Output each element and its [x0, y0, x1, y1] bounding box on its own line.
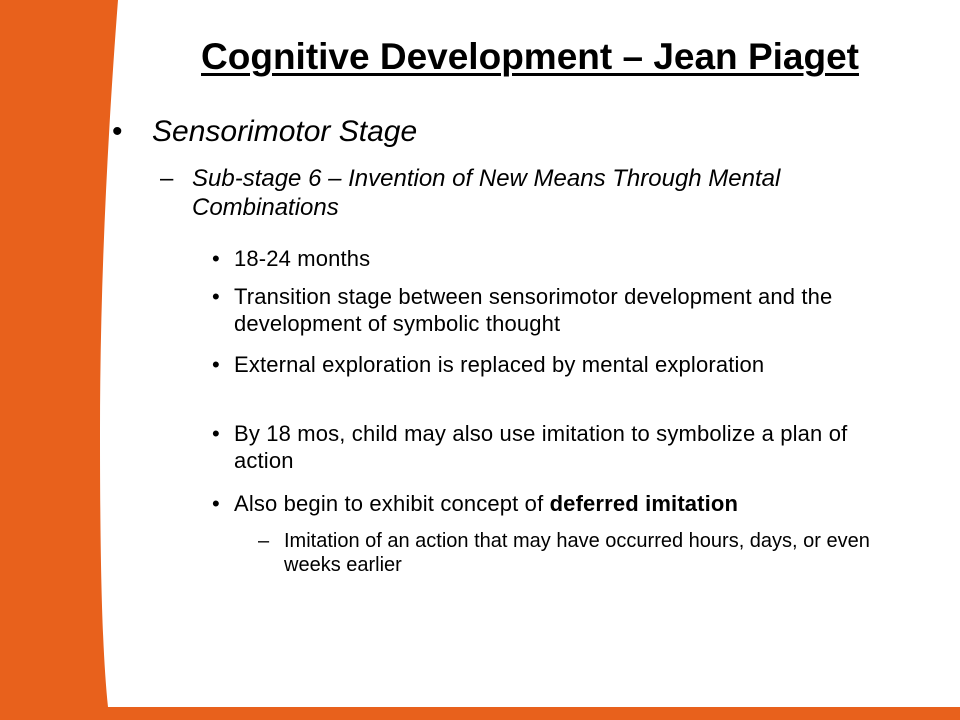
level3-text-prefix: Also begin to exhibit concept of — [234, 491, 550, 516]
level3-text: Transition stage between sensorimotor development and the development of symbolic thought — [234, 284, 833, 337]
bullet-icon: • — [112, 115, 123, 148]
level3-item — [212, 490, 912, 517]
level2-text: Sub-stage 6 – Invention of New Means Through Mental Combinations — [192, 165, 781, 221]
bullet-icon: • — [212, 284, 220, 309]
level2-item — [160, 165, 880, 223]
level3-item — [212, 420, 912, 475]
dash-icon: – — [258, 530, 270, 552]
bullet-icon: • — [212, 246, 220, 271]
level3-item — [212, 245, 912, 272]
dash-icon: – — [160, 165, 174, 192]
level3-item — [212, 283, 912, 338]
bullet-icon: • — [212, 491, 220, 516]
level1-text: Sensorimotor Stage — [152, 115, 418, 148]
slide-title: Cognitive Development – Jean Piaget — [201, 36, 859, 77]
level4-item — [258, 529, 918, 578]
level3-text: By 18 mos, child may also use imitation to symbolize a plan of action — [234, 421, 848, 474]
bullet-icon: • — [212, 352, 220, 377]
level3-text: External exploration is replaced by mental exploration — [234, 352, 765, 377]
level3-text: 18-24 months — [234, 246, 371, 271]
key-term-deferred-imitation: deferred imitation — [549, 491, 739, 516]
level4-text: Imitation of an action that may have occurred hours, days, or even weeks earlier — [284, 530, 870, 577]
level3-item — [212, 351, 912, 378]
bullet-icon: • — [212, 421, 220, 446]
level3-text — [234, 490, 912, 517]
